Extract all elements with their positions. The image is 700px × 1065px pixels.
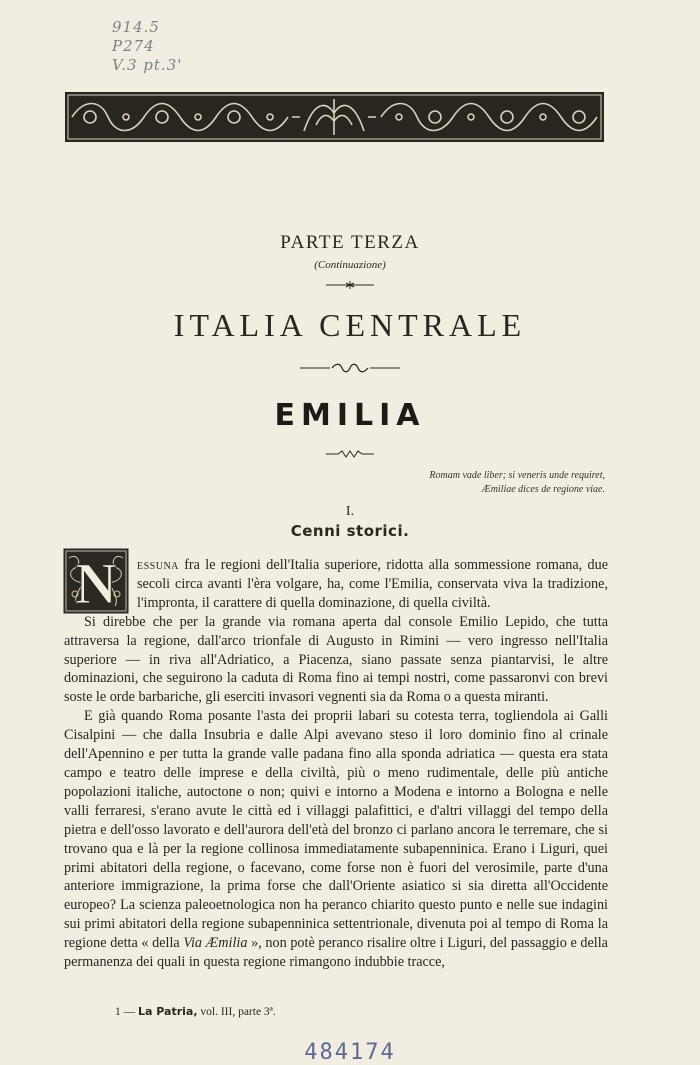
epigraph-line: Romam vade liber; si veneris unde requiret, bbox=[429, 470, 605, 481]
smallcaps-lead: essuna bbox=[137, 557, 179, 573]
library-call-number bbox=[112, 18, 262, 75]
accession-stamp: 484174 bbox=[304, 1040, 396, 1065]
initial-letter: N bbox=[75, 551, 117, 614]
paragraph-text: fra le regioni dell'Italia superiore, ridotta alla sommessione romana, due secoli circa avanti l'èra volgare, ha, come l'Emilia, conservata viva la tradizione, l'impronta, il carattere di quella dominazione, di quella civiltà. bbox=[137, 557, 608, 611]
paragraph: Si direbbe che per la grande via romana aperta dal console Emilio Lepido, che tutta attraversa la regione, dall'arco trionfale di Augusto in Rimini — vero ingresso nell'Italia superiore — in riva all'Adriatico, a Piacenza, siano passate senza piantarvisi, le altre dominazioni, che seguirono la caduta di Roma fino ai tempi nostri, come passaronvi con brevi soste le orde barbariche, gli eserciti invasori vegnenti sia da Roma o a questa miranti. bbox=[64, 613, 608, 706]
continuation-note: (Continuazione) bbox=[314, 259, 386, 271]
wave-ornament bbox=[296, 361, 404, 375]
chapter-title: ITALIA CENTRALE bbox=[173, 307, 527, 343]
work-title: La Patria, bbox=[138, 1005, 198, 1018]
small-dash-ornament bbox=[318, 280, 382, 290]
call-mark-line: P274 bbox=[112, 37, 155, 55]
call-mark-line: V.3 pt.3' bbox=[112, 56, 183, 74]
paragraph bbox=[64, 556, 608, 613]
body-text bbox=[64, 556, 608, 972]
ornamental-headpiece bbox=[64, 91, 605, 143]
call-mark-line: 914.5 bbox=[112, 18, 160, 36]
part-heading: PARTE TERZA bbox=[280, 232, 420, 253]
epigraph bbox=[360, 469, 605, 497]
signature-footer bbox=[115, 1005, 276, 1018]
section-title: Cenni storici. bbox=[290, 522, 410, 540]
section-number: I. bbox=[345, 504, 355, 519]
volume-info: vol. III, parte 3ª. bbox=[197, 1006, 276, 1018]
region-title: EMILIA bbox=[274, 398, 426, 433]
signature-number: 1 — bbox=[115, 1006, 138, 1018]
italic-term: Via Æmilia bbox=[183, 935, 248, 952]
paragraph-text: E già quando Roma posante l'asta dei proprii labari su cotesta terra, togliendola ai Galli Cisalpini — che dalla Insubria e dalle Alpi avevano steso il loro dominio fino al crinale dell'Apennino e per tutta la grande valle padana fino alla sponda adriatica — questa era stata campo e teatro delle imprese e della civiltà, più o meno rudimentale, delle più antiche popolazioni italiche, autoctone o non; quivi e intorno a Modena e intorno a Bologna e nelle valli ferraresi, s'erano avute le città ed i villaggi palafittici, e d'altri villaggi del tempo della pietra e dell'osso lavorato e dell'aurora dell'età del bronzo ci parlano ancora le terremare, che si trovano qua e là per la regione collinosa immediatamente subapenninica. Erano i Liguri, quei primi abitatori della regione, o facevano, come forse non è fuori del verosimile, parte d'una anteriore immigrazione, la prima forse che dall'Oriente asiatico si sia diretta all'Occidente europeo? La scienza paleoetnologica non ha peranco chiarito questo punto e nelle sue indagini sui primi abitatori della regione subapenninica settentrionale, divenuta poi al tempo di Roma la regione detta « della bbox=[64, 708, 608, 952]
paragraph-text: », non potè peranco risalire oltre i Liguri, del passaggio e della permanenza dei quali in questa regione rimangono indubbie tracce, bbox=[64, 935, 608, 971]
zigzag-ornament bbox=[322, 449, 378, 459]
paragraph bbox=[64, 707, 608, 972]
epigraph-line: Æmiliae dices de regione viae. bbox=[481, 484, 605, 495]
